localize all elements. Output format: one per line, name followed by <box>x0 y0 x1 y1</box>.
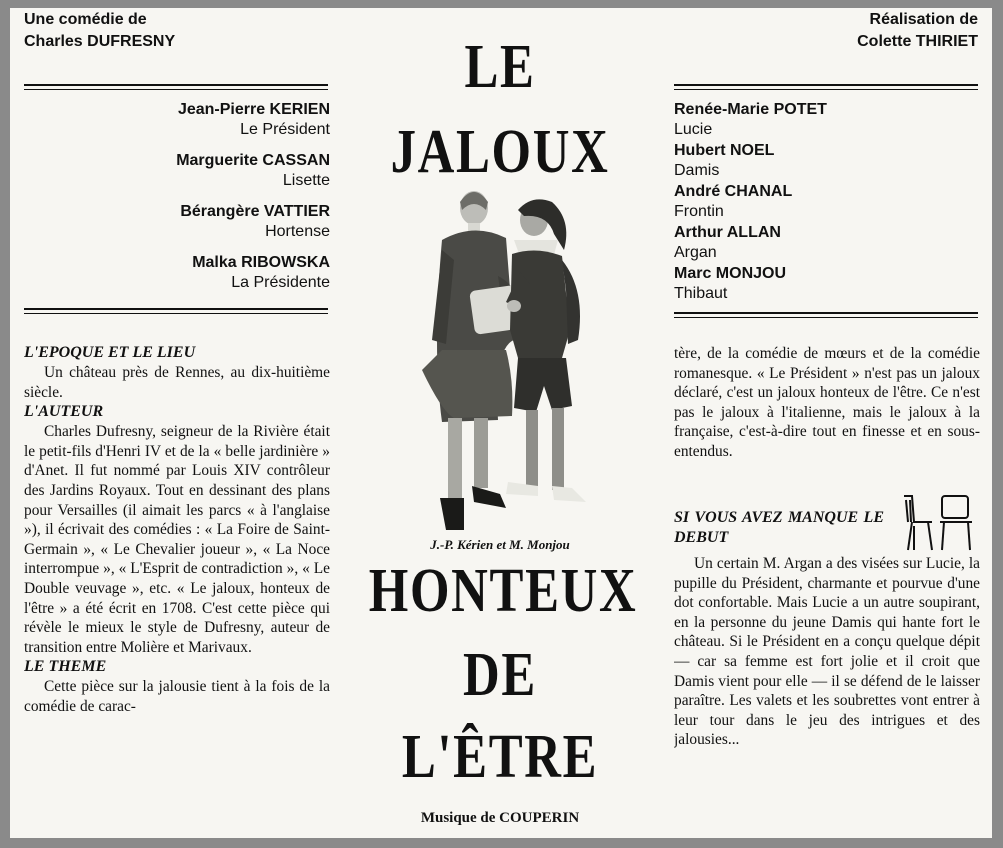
cast-entry <box>70 151 330 202</box>
section-heading: SI VOUS AVEZ MANQUE LE DEBUT <box>674 509 884 546</box>
actor-name: Arthur ALLAN <box>674 224 781 241</box>
cast-list-right <box>674 100 974 305</box>
paragraph: Un château près de Rennes, au dix-huitième siècle. <box>24 364 330 401</box>
title-line-de: DE <box>463 641 537 709</box>
actor-name: Hubert NOEL <box>674 142 775 159</box>
role-name: Frontin <box>674 203 724 220</box>
cast-entry <box>70 100 330 151</box>
author-credit-label: Une comédie de <box>24 11 147 28</box>
role-name: La Présidente <box>231 274 330 291</box>
right-text-column-top <box>674 344 980 462</box>
actors-photo <box>402 180 602 540</box>
title-line-le: LE <box>464 33 536 101</box>
actor-name: Malka RIBOWSKA <box>192 254 330 271</box>
role-name: Le Président <box>240 121 330 138</box>
role-name: Thibaut <box>674 285 728 302</box>
rule-top-right <box>674 84 978 90</box>
role-name: Hortense <box>265 223 330 240</box>
cast-entry <box>70 202 330 253</box>
title-line-jaloux: JALOUX <box>390 118 610 186</box>
cast-list-left <box>70 100 330 304</box>
title-line-honteux: HONTEUX <box>368 557 638 625</box>
actor-name: André CHANAL <box>674 183 793 200</box>
section-heading: LE THEME <box>24 658 107 676</box>
rule-top-left <box>24 84 328 90</box>
cast-entry <box>674 100 974 141</box>
actor-name: Marguerite CASSAN <box>176 152 330 169</box>
role-name: Lisette <box>282 172 330 189</box>
actor-name: Jean-Pierre KERIEN <box>177 101 330 118</box>
author-name: Charles DUFRESNY <box>24 33 176 50</box>
right-text-column-bottom <box>674 508 980 838</box>
cast-entry <box>70 253 330 304</box>
role-name: Argan <box>674 244 717 261</box>
author-credit <box>24 9 175 53</box>
title-line-etre: L'ÊTRE <box>401 723 599 791</box>
role-name: Damis <box>674 162 720 179</box>
director-name: Colette THIRIET <box>857 33 978 50</box>
rule-mid-right <box>674 312 978 318</box>
paragraph: Cette pièce sur la jalousie tient à la fois de la comédie de carac- <box>24 678 330 715</box>
music-credit: Musique de COUPERIN <box>420 810 580 826</box>
actors-photo-illustration <box>402 180 602 540</box>
director-credit-label: Réalisation de <box>869 11 978 28</box>
actor-name: Marc MONJOU <box>674 265 787 282</box>
cast-entry <box>674 182 974 223</box>
photo-caption: J.-P. Kérien et M. Monjou <box>430 537 570 552</box>
paragraph: Charles Dufresny, seigneur de la Rivière était le petit-fils d'Henri IV et de la « belle jardinière » d'Anet. Il fut nommé par Louis XIV contrôleur des Jardins Royaux. Tout en dessinant des plans pour Versailles (il aimait les parcs « à l'anglaise »), il écrivait des comédies : « La Foire de Saint-Germain », « Le Chevalier joueur », « La Noce interrompue », « L'Esprit de contradiction », « Le Double veuvage », etc. « Le jaloux, honteux de l'être » a été écrit en 1708. C'est cette pièce qui révèle le mieux le style de Dufresny, auteur de transition entre Molière et Marivaux. <box>24 423 330 656</box>
rule-mid-left <box>24 308 328 314</box>
section-heading: L'AUTEUR <box>24 403 104 421</box>
actor-name: Bérangère VATTIER <box>180 203 330 220</box>
left-text-column <box>24 343 330 838</box>
paragraph: Un certain M. Argan a des visées sur Lucie, la pupille du Président, charmante et pourvue d'une dot confortable. Mais Lucie a un autre soupirant, en la personne du jeune Damis qui hante fort le château. Si le Président en a conçu quelque dépit — car sa femme est fort jolie et il croit que Damis vient pour elle — il se défend de le laisser paraître. Les valets et les soubrettes vont entrer à leur tour dans le jeu des intrigues et des jalousies... <box>674 555 980 749</box>
chairs-illustration <box>898 492 978 552</box>
role-name: Lucie <box>674 121 713 138</box>
cast-entry <box>674 223 974 264</box>
chair-icon <box>898 492 978 552</box>
director-credit <box>857 9 978 53</box>
cast-entry <box>674 141 974 182</box>
section-heading: L'EPOQUE ET LE LIEU <box>24 344 196 361</box>
paragraph: tère, de la comédie de mœurs et de la comédie romanesque. « Le Président » n'est pas un jaloux déclaré, c'est un jaloux honteux de l'être. Ce n'est pas le jaloux à l'italienne, mais le jaloux à la française, c'est-à-dire tout en finesse et en sous-entendus. <box>674 345 980 460</box>
cast-entry <box>674 264 974 305</box>
actor-name: Renée-Marie POTET <box>674 101 827 118</box>
magazine-page <box>10 8 992 838</box>
